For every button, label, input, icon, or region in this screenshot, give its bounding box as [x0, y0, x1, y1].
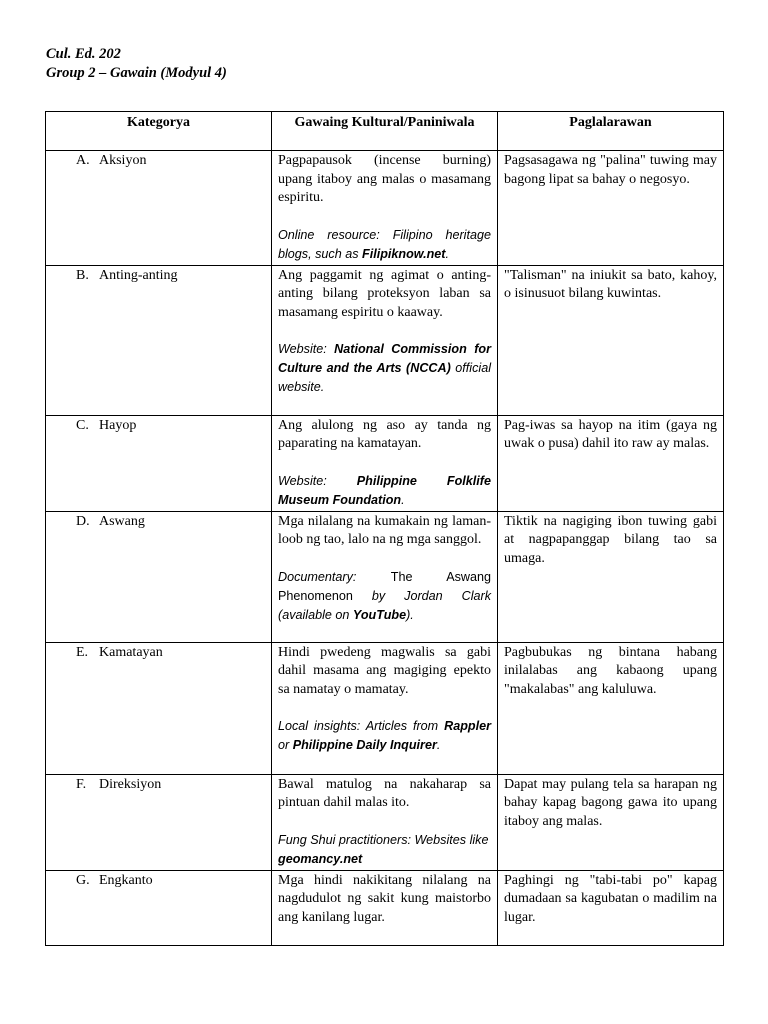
category-label: Kamatayan [99, 644, 163, 660]
beliefs-table [45, 111, 724, 946]
category-cell [46, 415, 272, 511]
source-note: Fung Shui practitioners: Websites like geomancy.net [278, 832, 489, 866]
group-title: Group 2 – Gawain (Modyul 4) [46, 65, 227, 81]
table-row [46, 415, 724, 511]
category-label: Aksiyon [99, 153, 147, 168]
table-row [46, 511, 724, 642]
source-note: Website: Philippine Folklife Museum Foundation. [278, 473, 491, 507]
row-letter: B. [76, 267, 89, 283]
table-header-row [46, 112, 724, 151]
source-note: Local insights: Articles from Rappler or Philippine Daily Inquirer. [278, 719, 491, 752]
document-header [46, 45, 227, 83]
practice-text: Pagpapausok (incense burning) upang itaboy ang malas o masamang espiritu. [278, 153, 491, 205]
description-text: "Talisman" na iniukit sa bato, kahoy, o isinusuot bilang kuwintas. [504, 267, 717, 301]
row-letter: A. [76, 153, 90, 168]
description-text: Tiktik na nagiging ibon tuwing gabi at nagpapanggap bilang tao sa umaga. [504, 513, 717, 566]
description-cell [498, 265, 724, 415]
practice-text: Mga nilalang na kumakain ng laman-loob ng tao, lalo na ng mga sanggol. [278, 513, 491, 547]
practice-text: Hindi pwedeng magwalis sa gabi dahil masama ang magiging epekto sa namatay o mamatay. [278, 644, 491, 697]
description-text: Pagbubukas ng bintana habang inilalabas ang kabaong upang "makalabas" ang kaluluwa. [504, 644, 717, 697]
category-cell [46, 642, 272, 774]
description-cell [498, 151, 724, 266]
row-letter: D. [76, 513, 90, 529]
row-letter: G. [76, 872, 90, 888]
practice-text: Bawal matulog na nakaharap sa pintuan dahil malas ito. [278, 776, 491, 810]
description-cell [498, 642, 724, 774]
course-code: Cul. Ed. 202 [46, 46, 121, 62]
description-text: Pag-iwas sa hayop na itim (gaya ng uwak o pusa) dahil ito raw ay malas. [504, 417, 717, 451]
table-row [46, 265, 724, 415]
practice-text: Ang alulong ng aso ay tanda ng paparating na kamatayan. [278, 417, 491, 451]
description-cell [498, 870, 724, 945]
category-cell [46, 870, 272, 945]
source-note: Documentary: The Aswang Phenomenon by Jordan Clark (available on YouTube). [278, 569, 492, 622]
table-row [46, 151, 724, 266]
header-gawaing: Gawaing Kultural/Paniniwala [272, 112, 498, 151]
description-text: Pagsasagawa ng "palina" tuwing may bagong lipat sa bahay o negosyo. [504, 153, 717, 187]
table-row [46, 642, 724, 774]
description-text: Dapat may pulang tela sa harapan ng bahay kapag bagong gawa ito upang itaboy ang malas. [504, 776, 717, 829]
practice-cell [272, 511, 498, 642]
table-row [46, 870, 724, 945]
category-label: Hayop [99, 417, 137, 433]
category-label: Anting-anting [99, 267, 178, 283]
row-letter: C. [76, 417, 89, 433]
practice-text: Mga hindi nakikitang nilalang na nagdudulot ng sakit kung maistorbo ang kanilang lugar. [278, 872, 491, 925]
category-label: Engkanto [99, 872, 153, 888]
source-note: Online resource: Filipino heritage blogs, such as Filipiknow.net. [278, 227, 491, 261]
description-cell [498, 774, 724, 870]
header-kategorya: Kategorya [46, 112, 272, 151]
practice-text: Ang paggamit ng agimat o anting-anting bilang proteksyon laban sa masamang espiritu o kaaway. [278, 267, 491, 320]
practice-cell [272, 265, 498, 415]
row-letter: E. [76, 644, 89, 660]
description-text: Paghingi ng "tabi-tabi po" kapag dumadaan sa kagubatan o madilim na lugar. [504, 872, 717, 925]
category-cell [46, 774, 272, 870]
table-row [46, 774, 724, 870]
category-label: Aswang [99, 513, 145, 529]
category-label: Direksiyon [99, 776, 162, 792]
description-cell [498, 415, 724, 511]
description-cell [498, 511, 724, 642]
category-cell [46, 511, 272, 642]
category-cell [46, 151, 272, 266]
practice-cell [272, 415, 498, 511]
category-cell [46, 265, 272, 415]
practice-cell [272, 151, 498, 266]
source-note: Website: National Commission for Culture and the Arts (NCCA) official website. [278, 342, 492, 394]
row-letter: F. [76, 776, 87, 792]
practice-cell [272, 870, 498, 945]
practice-cell [272, 642, 498, 774]
header-paglalarawan: Paglalarawan [498, 112, 724, 151]
practice-cell [272, 774, 498, 870]
